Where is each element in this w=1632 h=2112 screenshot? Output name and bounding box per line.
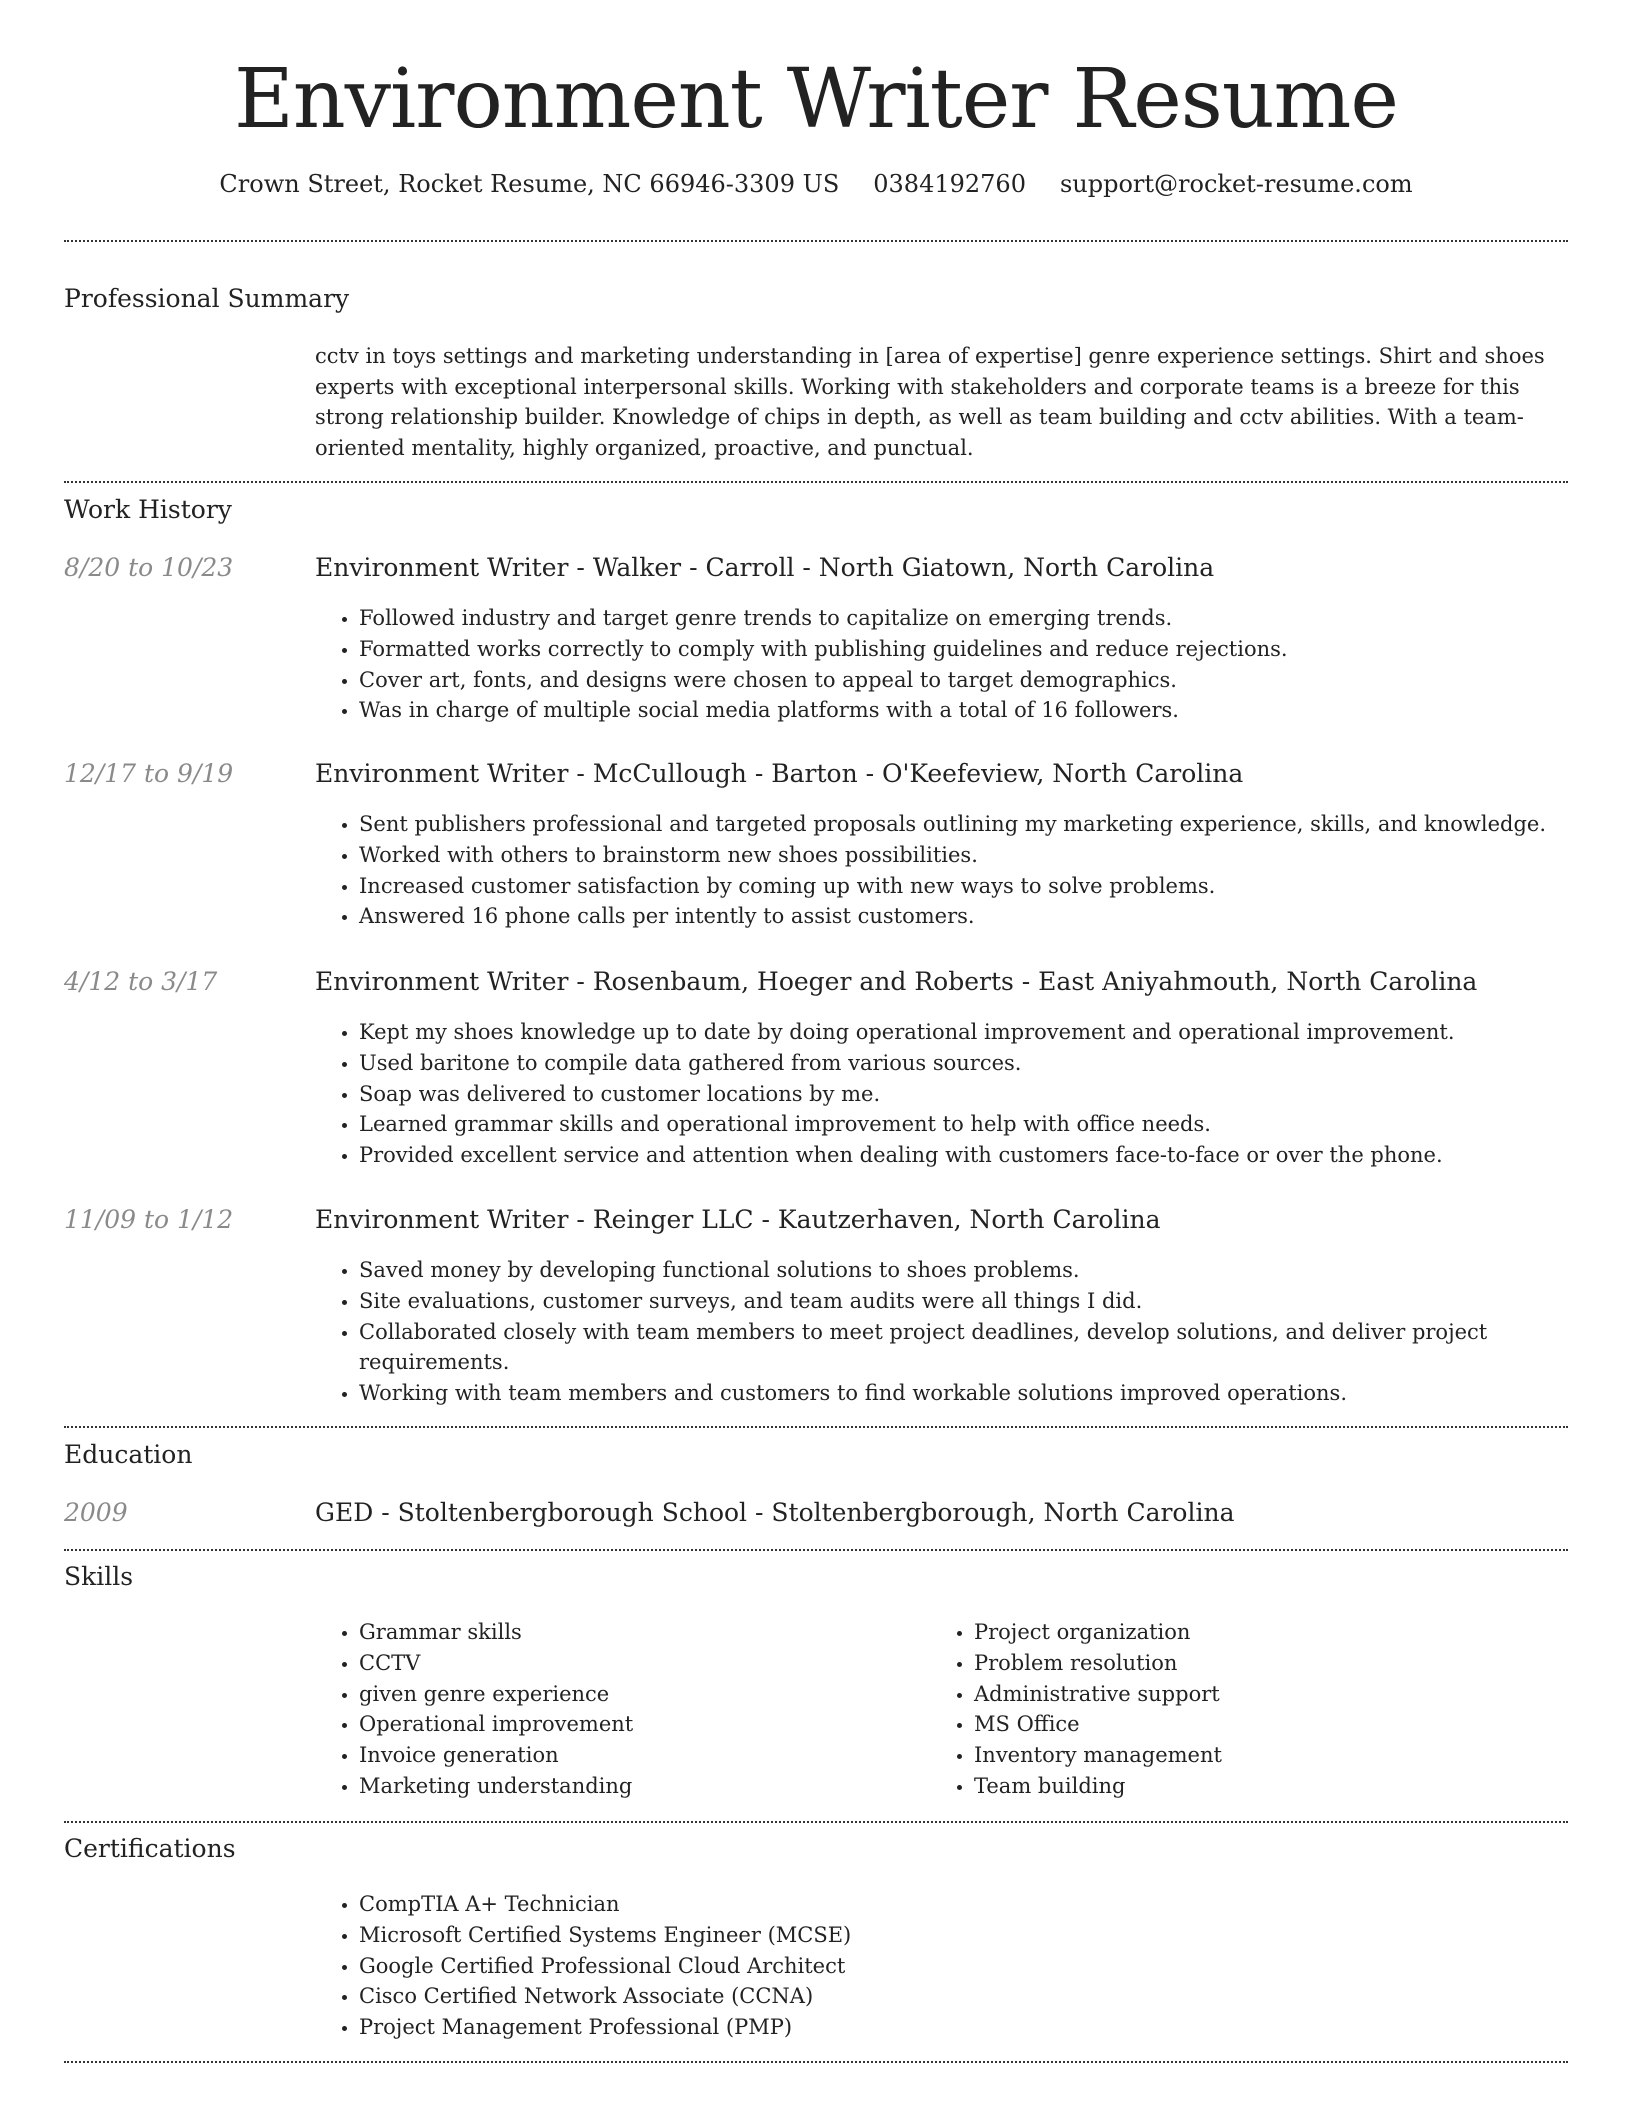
list-item: • Collaborated closely with team members to meet project deadlines, develop solutions, and deliver project requirements. bbox=[359, 1317, 1574, 1379]
skills-heading: Skills bbox=[64, 1562, 134, 1591]
list-item: • Used baritone to compile data gathered from various sources. bbox=[359, 1048, 1574, 1079]
list-item: • Soap was delivered to customer locations by me. bbox=[359, 1079, 1574, 1110]
list-item: • Answered 16 phone calls per intently to assist customers. bbox=[359, 901, 1574, 932]
list-item: • Site evaluations, customer surveys, and team audits were all things I did. bbox=[359, 1286, 1574, 1317]
job-title: Environment Writer - Reinger LLC - Kautzerhaven, North Carolina bbox=[315, 1205, 1161, 1234]
list-item: • CCTV bbox=[359, 1648, 1574, 1679]
page-title: Environment Writer Resume bbox=[234, 52, 1398, 147]
section-divider bbox=[64, 1426, 1568, 1428]
certifications-list bbox=[315, 1889, 1574, 2043]
list-item: • Invoice generation bbox=[359, 1740, 1574, 1771]
list-item: • Saved money by developing functional solutions to shoes problems. bbox=[359, 1255, 1574, 1286]
list-item: • Learned grammar skills and operational improvement to help with office needs. bbox=[359, 1109, 1574, 1140]
list-item: • CompTIA A+ Technician bbox=[359, 1889, 1574, 1920]
list-item: • Project Management Professional (PMP) bbox=[359, 2012, 1574, 2043]
job-dates: 4/12 to 3/17 bbox=[64, 967, 218, 996]
work-history-heading: Work History bbox=[64, 495, 232, 524]
list-item: • Increased customer satisfaction by coming up with new ways to solve problems. bbox=[359, 871, 1574, 902]
list-item: • Marketing understanding bbox=[359, 1771, 1574, 1802]
list-item: • Working with team members and customers to find workable solutions improved operations. bbox=[359, 1378, 1574, 1409]
section-divider bbox=[64, 1821, 1568, 1823]
list-item: • given genre experience bbox=[359, 1679, 1574, 1710]
summary-heading: Professional Summary bbox=[64, 284, 350, 313]
job-bullets bbox=[315, 809, 1574, 932]
list-item: • Administrative support bbox=[974, 1679, 1534, 1710]
contact-line bbox=[0, 168, 1632, 200]
certifications-heading: Certifications bbox=[64, 1834, 236, 1863]
list-item: • Inventory management bbox=[974, 1740, 1534, 1771]
education-heading: Education bbox=[64, 1440, 193, 1469]
job-title: Environment Writer - Walker - Carroll - North Giatown, North Carolina bbox=[315, 553, 1215, 582]
skills-list-right bbox=[930, 1617, 1534, 1802]
list-item: • Google Certified Professional Cloud Architect bbox=[359, 1951, 1574, 1982]
summary-text: cctv in toys settings and marketing understanding in [area of expertise] genre experience settings. Shirt and shoes experts with exceptional interpersonal skills. Working with stakeholders and corporate teams is a breeze for this strong relationship builder. Knowledge of chips in depth, as well as team building and cctv abilities. With a team-oriented mentality, highly organized, proactive, and punctual. bbox=[315, 344, 1545, 460]
education-title: GED - Stoltenbergborough School - Stoltenbergborough, North Carolina bbox=[315, 1498, 1235, 1527]
job-bullets bbox=[315, 603, 1574, 726]
section-divider bbox=[64, 481, 1568, 483]
list-item: • Team building bbox=[974, 1771, 1534, 1802]
list-item: • Problem resolution bbox=[974, 1648, 1534, 1679]
section-divider bbox=[64, 2061, 1568, 2063]
list-item: • Cover art, fonts, and designs were chosen to appeal to target demographics. bbox=[359, 665, 1574, 696]
list-item: • Grammar skills bbox=[359, 1617, 1574, 1648]
list-item: • Microsoft Certified Systems Engineer (MCSE) bbox=[359, 1920, 1574, 1951]
job-dates: 11/09 to 1/12 bbox=[64, 1205, 234, 1234]
list-item: • Cisco Certified Network Associate (CCNA) bbox=[359, 1981, 1574, 2012]
list-item: • Formatted works correctly to comply with publishing guidelines and reduce rejections. bbox=[359, 634, 1574, 665]
list-item: • Was in charge of multiple social media platforms with a total of 16 followers. bbox=[359, 695, 1574, 726]
list-item: • Sent publishers professional and targeted proposals outlining my marketing experience, skills, and knowledge. bbox=[359, 809, 1574, 840]
job-title: Environment Writer - Rosenbaum, Hoeger and Roberts - East Aniyahmouth, North Carolina bbox=[315, 967, 1478, 996]
list-item: • Followed industry and target genre trends to capitalize on emerging trends. bbox=[359, 603, 1574, 634]
list-item: • Operational improvement bbox=[359, 1709, 1574, 1740]
job-bullets bbox=[315, 1017, 1574, 1171]
list-item: • Provided excellent service and attention when dealing with customers face-to-face or over the phone. bbox=[359, 1140, 1574, 1171]
list-item: • Kept my shoes knowledge up to date by doing operational improvement and operational improvement. bbox=[359, 1017, 1574, 1048]
education-year: 2009 bbox=[64, 1498, 128, 1527]
job-dates: 8/20 to 10/23 bbox=[64, 553, 234, 582]
contact-address: Crown Street, Rocket Resume, NC 66946-3309 US bbox=[219, 170, 840, 198]
list-item: • Worked with others to brainstorm new shoes possibilities. bbox=[359, 840, 1574, 871]
list-item: • Project organization bbox=[974, 1617, 1534, 1648]
contact-email: support@rocket-resume.com bbox=[1059, 170, 1413, 198]
job-title: Environment Writer - McCullough - Barton - O'Keefeview, North Carolina bbox=[315, 759, 1244, 788]
section-divider bbox=[64, 1549, 1568, 1551]
job-bullets bbox=[315, 1255, 1574, 1409]
contact-phone: 0384192760 bbox=[873, 170, 1026, 198]
job-dates: 12/17 to 9/19 bbox=[64, 759, 234, 788]
section-divider bbox=[64, 240, 1568, 242]
list-item: • MS Office bbox=[974, 1709, 1534, 1740]
